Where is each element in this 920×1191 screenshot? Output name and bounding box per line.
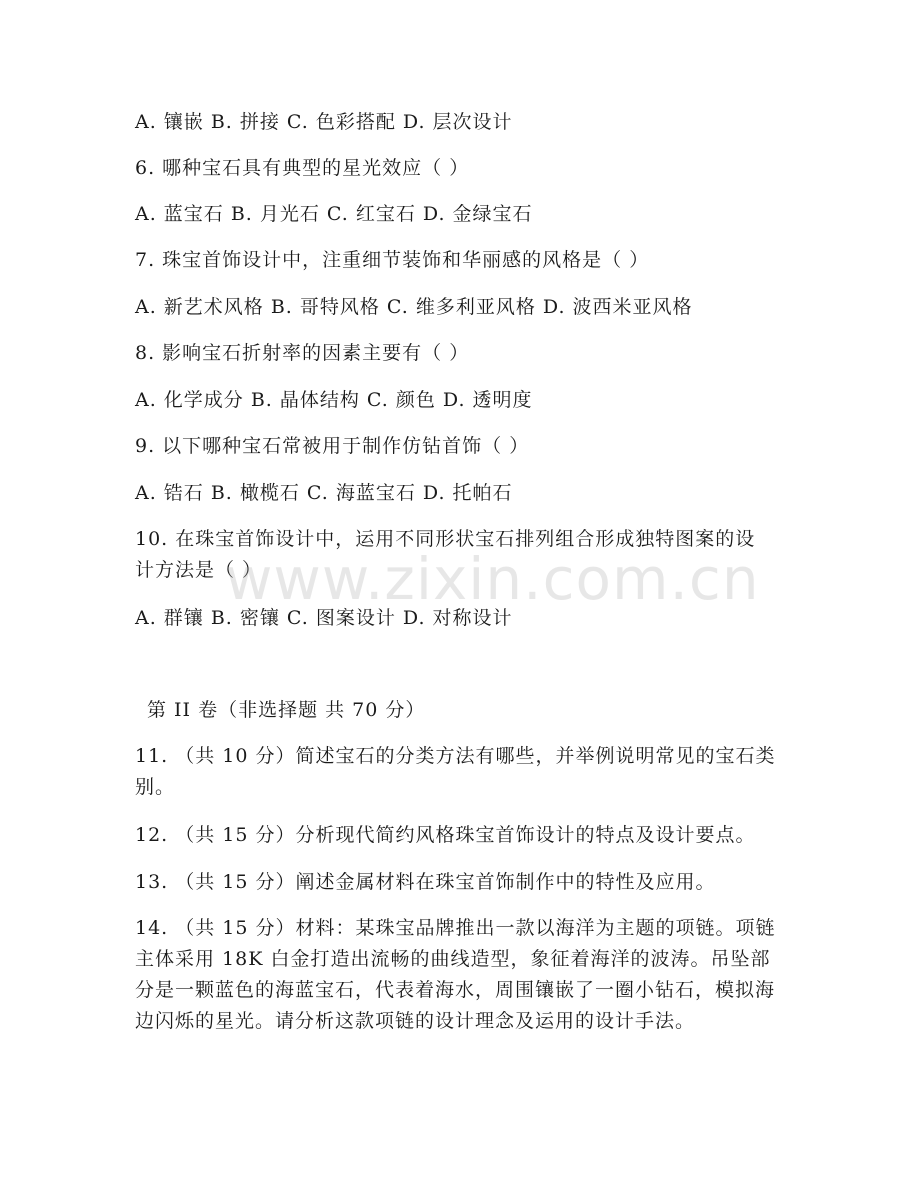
q8-options: A. 化学成分 B. 晶体结构 C. 颜色 D. 透明度 xyxy=(135,389,533,411)
q5-options: A. 镶嵌 B. 拼接 C. 色彩搭配 D. 层次设计 xyxy=(135,111,513,133)
q7-options: A. 新艺术风格 B. 哥特风格 C. 维多利亚风格 D. 波西米亚风格 xyxy=(135,296,693,318)
q11-text: 11. （共 10 分）简述宝石的分类方法有哪些，并举例说明常见的宝石类别。 xyxy=(135,745,776,798)
q10-stem: 10. 在珠宝首饰设计中，运用不同形状宝石排列组合形成独特图案的设计方法是（ ） xyxy=(135,528,756,581)
section-title: 第 II 卷（非选择题 共 70 分） xyxy=(147,699,426,721)
q12-text: 12. （共 15 分）分析现代简约风格珠宝首饰设计的特点及设计要点。 xyxy=(135,824,756,846)
q6-options: A. 蓝宝石 B. 月光石 C. 红宝石 D. 金绿宝石 xyxy=(135,203,533,225)
q10-options: A. 群镶 B. 密镶 C. 图案设计 D. 对称设计 xyxy=(135,607,513,629)
q9-options: A. 锆石 B. 橄榄石 C. 海蓝宝石 D. 托帕石 xyxy=(135,482,513,504)
q6-stem: 6. 哪种宝石具有典型的星光效应（ ） xyxy=(135,157,470,179)
q14-text: 14. （共 15 分）材料：某珠宝品牌推出一款以海洋为主题的项链。项链主体采用 18K 白金打造出流畅的曲线造型，象征着海洋的波涛。吊坠部分是一颗蓝色的海蓝宝石，代表着海水，周围镶嵌了一圈小钻石，模拟海边闪烁的星光。请分析这款项链的设计理念及运用的设计手法。 xyxy=(135,917,776,1032)
q8-stem: 8. 影响宝石折射率的因素主要有（ ） xyxy=(135,342,470,364)
q9-stem: 9. 以下哪种宝石常被用于制作仿钻首饰（ ） xyxy=(135,435,530,457)
watermark: www.zixin.com.cn xyxy=(225,545,760,613)
q13-text: 13. （共 15 分）阐述金属材料在珠宝首饰制作中的特性及应用。 xyxy=(135,871,716,893)
q7-stem: 7. 珠宝首饰设计中，注重细节装饰和华丽感的风格是（ ） xyxy=(135,249,650,271)
